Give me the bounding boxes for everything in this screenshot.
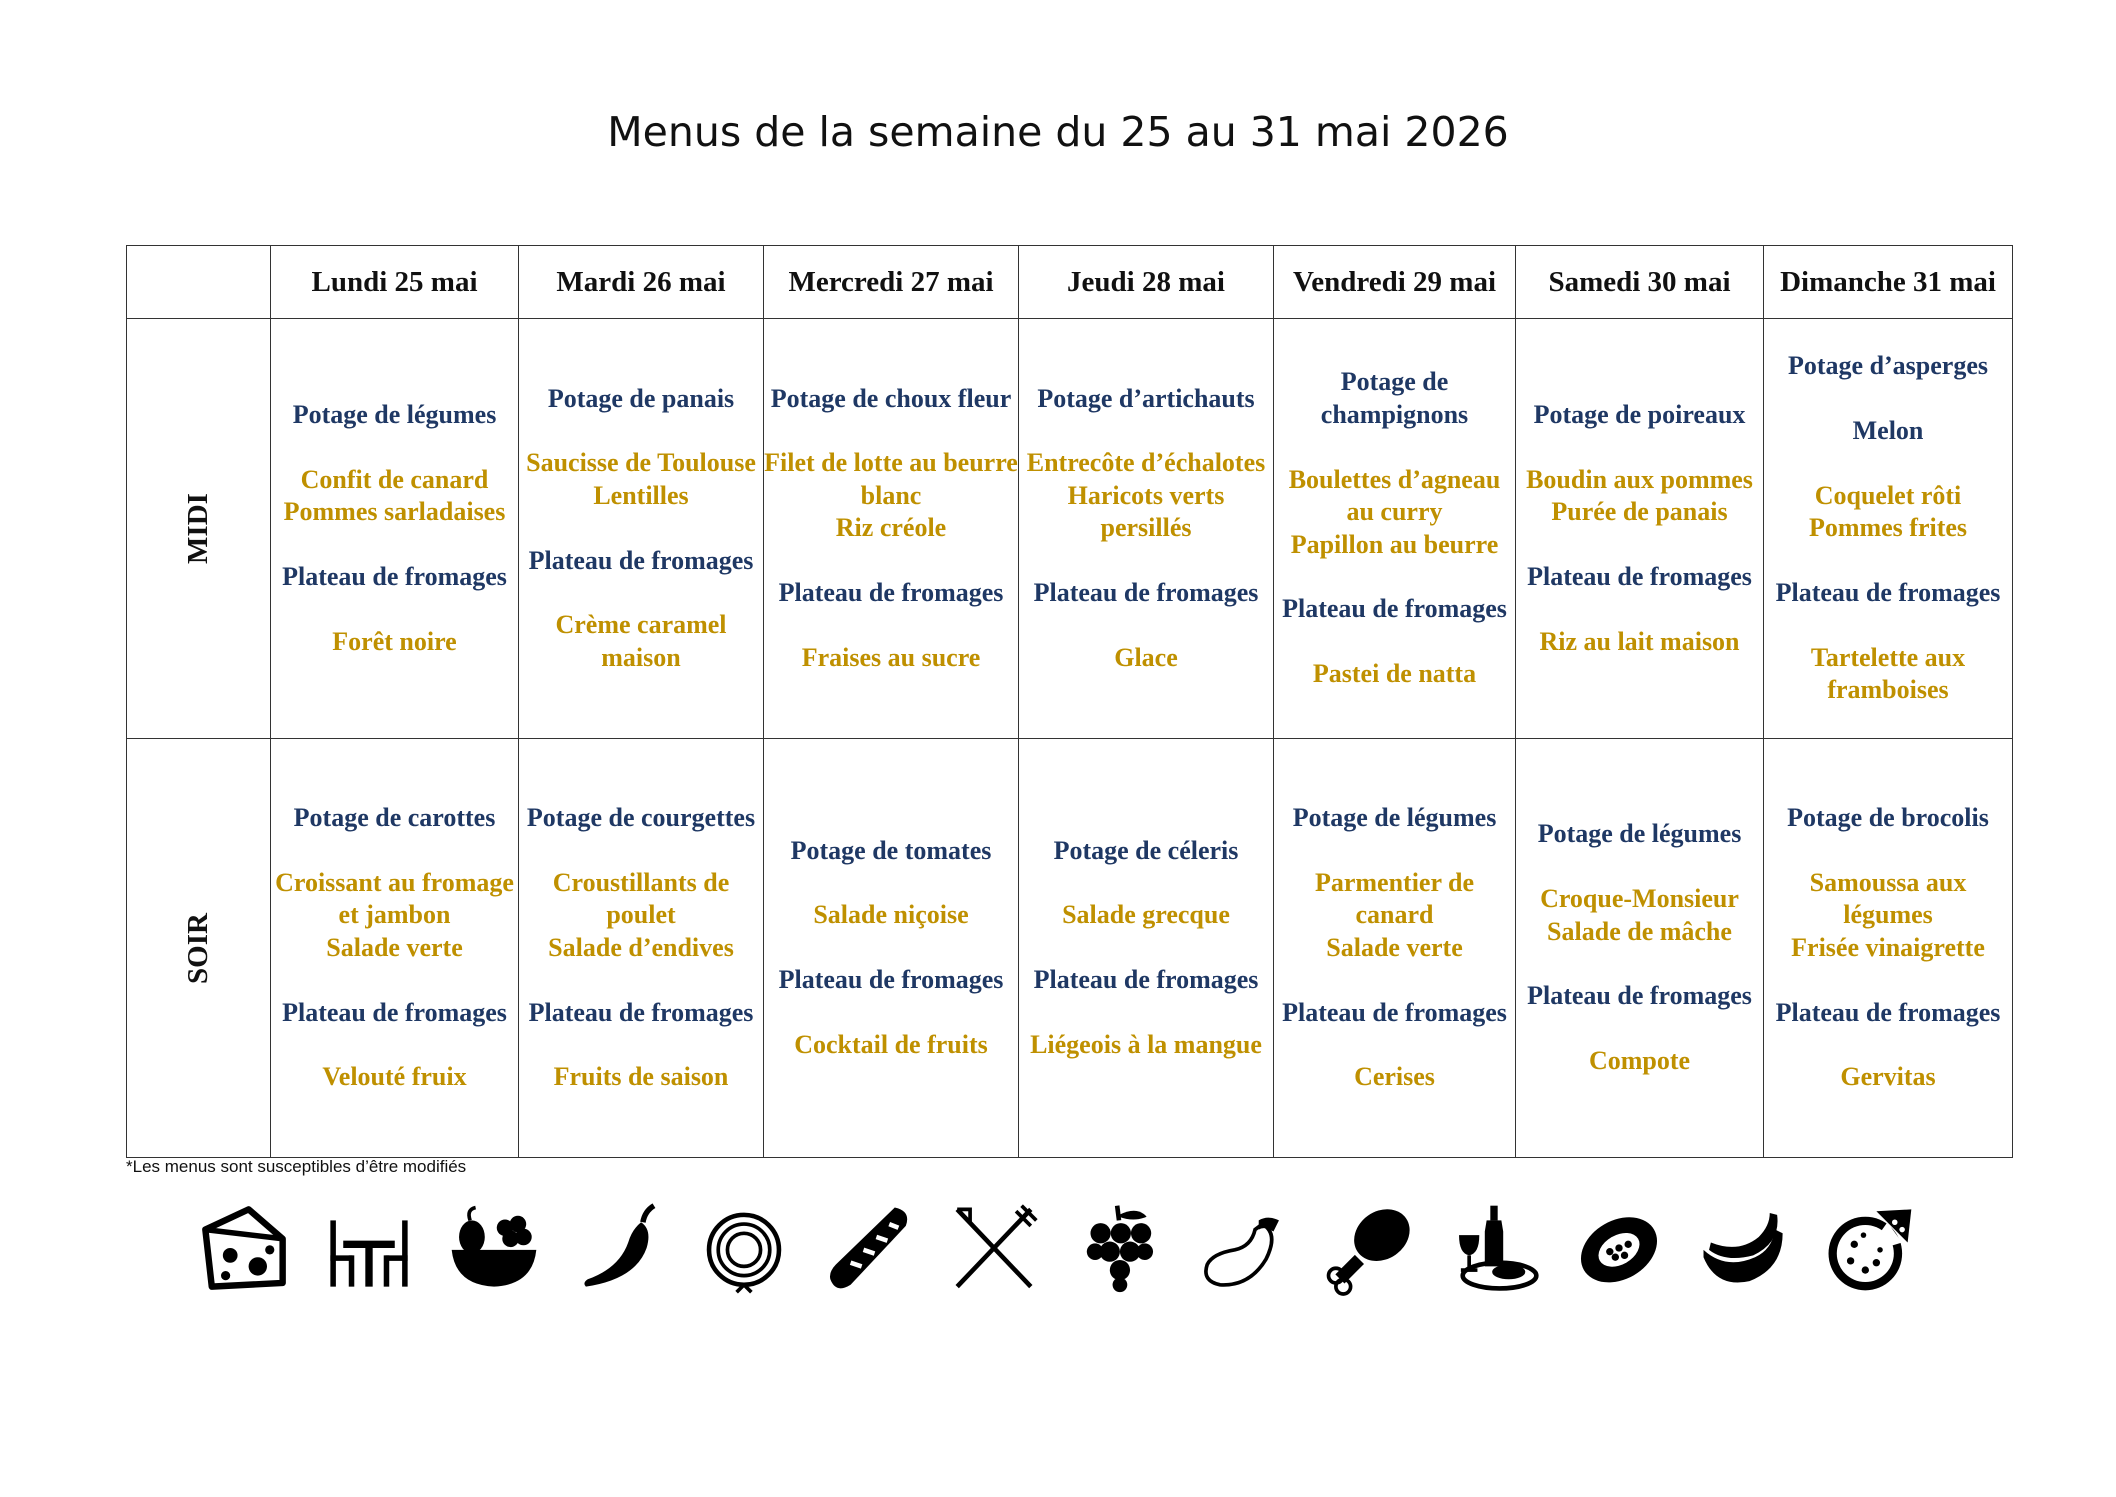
dish-item: Boudin aux pommes bbox=[1526, 464, 1753, 494]
dish-item: Plateau de fromages bbox=[1282, 997, 1507, 1027]
baguette-icon bbox=[823, 1200, 915, 1296]
fruit-bowl-icon bbox=[448, 1200, 540, 1296]
dish-item: Potage de carottes bbox=[293, 803, 496, 833]
dish-item: Potage d’artichauts bbox=[1037, 383, 1255, 413]
soir-meal-cell bbox=[1764, 739, 2013, 1158]
dish-item: Fruits de saison bbox=[553, 1062, 729, 1092]
midi-meal-cell bbox=[1274, 319, 1516, 739]
chili-pepper-icon bbox=[573, 1200, 665, 1296]
dish-item: Potage de légumes bbox=[292, 399, 497, 429]
dish-item: Plateau de fromages bbox=[778, 578, 1004, 608]
dish-item: Plateau de fromages bbox=[1527, 561, 1752, 591]
dish-item: Filet de lotte au beurre blanc bbox=[764, 448, 1018, 510]
page-title: Menus de la semaine du 25 au 31 mai 2026 bbox=[607, 108, 1509, 156]
dish-item: Samoussa aux légumes bbox=[1809, 867, 1967, 930]
dining-table-icon bbox=[323, 1200, 415, 1296]
midi-meal-cell bbox=[271, 319, 519, 739]
cheese-icon bbox=[198, 1200, 290, 1296]
dish-item: Potage de légumes bbox=[1292, 803, 1497, 833]
midi-meal-cell bbox=[1516, 319, 1764, 739]
onion-icon bbox=[698, 1200, 790, 1296]
midi-label: MIDI bbox=[181, 493, 214, 564]
dish-item: Lentilles bbox=[593, 480, 689, 510]
wine-dinner-icon bbox=[1448, 1200, 1540, 1296]
soir-row bbox=[127, 739, 2013, 1158]
dish-item: Croissant au fromage et jambon bbox=[275, 867, 514, 930]
dish-item: Boulettes d’agneau au curry bbox=[1288, 464, 1501, 527]
dish-item: Tartelette aux framboises bbox=[1810, 642, 1966, 705]
midi-meal-cell bbox=[1019, 319, 1274, 739]
midi-label-cell bbox=[127, 319, 271, 739]
dish-item: Salade verte bbox=[1326, 932, 1463, 962]
soir-meal-cell bbox=[764, 739, 1019, 1158]
dish-item: Potage d’asperges bbox=[1787, 351, 1988, 381]
dish-item: Salade niçoise bbox=[813, 900, 969, 930]
dish-item: Pommes frites bbox=[1808, 513, 1968, 543]
dish-item: Plateau de fromages bbox=[1282, 594, 1507, 624]
dish-item: Gervitas bbox=[1840, 1062, 1936, 1092]
day-header: Mardi 26 mai bbox=[519, 246, 764, 319]
dish-item: Confit de canard bbox=[300, 464, 489, 494]
dish-item: Haricots verts persillés bbox=[1067, 480, 1225, 543]
dish-item: Potage de choux fleur bbox=[770, 383, 1012, 413]
grapes-icon bbox=[1073, 1200, 1165, 1296]
dish-item: Potage de champignons bbox=[1320, 367, 1469, 429]
dish-item: Glace bbox=[1114, 642, 1178, 672]
dish-item: Frisée vinaigrette bbox=[1791, 932, 1985, 962]
dish-item: Plateau de fromages bbox=[1527, 981, 1752, 1011]
dish-item: Pastei de natta bbox=[1312, 659, 1477, 689]
dish-item: Salade verte bbox=[326, 932, 463, 962]
dish-item: Melon bbox=[1852, 416, 1924, 446]
header-row bbox=[127, 246, 2013, 319]
food-icon-strip bbox=[190, 1200, 1990, 1300]
eggplant-icon bbox=[1198, 1200, 1290, 1296]
dish-item: Potage de céleris bbox=[1053, 835, 1239, 865]
dish-item: Papillon au beurre bbox=[1290, 529, 1499, 559]
dish-item: Forêt noire bbox=[332, 626, 457, 656]
dish-item: Salade de mâche bbox=[1547, 916, 1732, 946]
chicken-leg-icon bbox=[1323, 1200, 1415, 1296]
midi-meal-cell bbox=[1764, 319, 2013, 739]
soir-label: SOIR bbox=[181, 912, 214, 984]
soir-meal-cell bbox=[1516, 739, 1764, 1158]
dish-item: Potage de tomates bbox=[790, 835, 992, 865]
menu-table bbox=[126, 245, 2013, 1158]
day-header: Jeudi 28 mai bbox=[1019, 246, 1274, 319]
dish-item: Plateau de fromages bbox=[1775, 578, 2001, 608]
papaya-icon bbox=[1573, 1200, 1665, 1296]
dish-item: Plateau de fromages bbox=[1033, 965, 1259, 995]
dish-item: Cocktail de fruits bbox=[794, 1029, 988, 1059]
dish-item: Plateau de fromages bbox=[1775, 997, 2001, 1027]
disclaimer-note: *Les menus sont susceptibles d’être modifiés bbox=[126, 1157, 467, 1176]
soir-meal-cell bbox=[271, 739, 519, 1158]
dish-item: Cerises bbox=[1354, 1062, 1435, 1092]
dish-item: Plateau de fromages bbox=[528, 545, 754, 575]
fork-knife-icon bbox=[948, 1200, 1040, 1296]
midi-row bbox=[127, 319, 2013, 739]
dish-item: Liégeois à la mangue bbox=[1030, 1029, 1262, 1059]
dish-item: Saucisse de Toulouse bbox=[526, 448, 756, 478]
bananas-icon bbox=[1698, 1200, 1790, 1296]
dish-item: Pommes sarladaises bbox=[283, 497, 506, 527]
dish-item: Potage de poireaux bbox=[1533, 399, 1746, 429]
dish-item: Potage de panais bbox=[547, 383, 735, 413]
dish-item: Plateau de fromages bbox=[282, 997, 507, 1027]
soir-label-cell bbox=[127, 739, 271, 1158]
dish-item: Coquelet rôti bbox=[1814, 480, 1962, 510]
dish-item: Potage de brocolis bbox=[1787, 803, 1989, 833]
soir-meal-cell bbox=[1019, 739, 1274, 1158]
dish-item: Plateau de fromages bbox=[282, 561, 507, 591]
day-header: Mercredi 27 mai bbox=[764, 246, 1019, 319]
dish-item: Croustillants de poulet bbox=[552, 867, 730, 930]
soir-meal-cell bbox=[1274, 739, 1516, 1158]
dish-item: Parmentier de canard bbox=[1314, 867, 1475, 930]
dish-item: Compote bbox=[1588, 1046, 1691, 1076]
dish-item: Salade grecque bbox=[1062, 900, 1230, 930]
corner-cell bbox=[127, 246, 271, 319]
day-header: Samedi 30 mai bbox=[1516, 246, 1764, 319]
dish-item: Potage de courgettes bbox=[526, 803, 756, 833]
dish-item: Entrecôte d’échalotes bbox=[1026, 448, 1266, 478]
dish-item: Fraises au sucre bbox=[801, 642, 981, 672]
day-header: Vendredi 29 mai bbox=[1274, 246, 1516, 319]
dish-item: Velouté fruix bbox=[322, 1062, 467, 1092]
dish-item: Potage de légumes bbox=[1537, 819, 1742, 849]
day-header: Dimanche 31 mai bbox=[1764, 246, 2013, 319]
soir-meal-cell bbox=[519, 739, 764, 1158]
midi-meal-cell bbox=[519, 319, 764, 739]
pizza-icon bbox=[1823, 1200, 1915, 1296]
dish-item: Plateau de fromages bbox=[778, 965, 1004, 995]
dish-item: Plateau de fromages bbox=[528, 997, 754, 1027]
dish-item: Purée de panais bbox=[1551, 497, 1728, 527]
dish-item: Riz au lait maison bbox=[1539, 626, 1740, 656]
dish-item: Crème caramel maison bbox=[555, 610, 727, 672]
dish-item: Salade d’endives bbox=[548, 932, 734, 962]
dish-item: Croque-Monsieur bbox=[1540, 884, 1739, 914]
midi-meal-cell bbox=[764, 319, 1019, 739]
day-header: Lundi 25 mai bbox=[271, 246, 519, 319]
dish-item: Plateau de fromages bbox=[1033, 578, 1259, 608]
dish-item: Riz créole bbox=[835, 513, 947, 543]
